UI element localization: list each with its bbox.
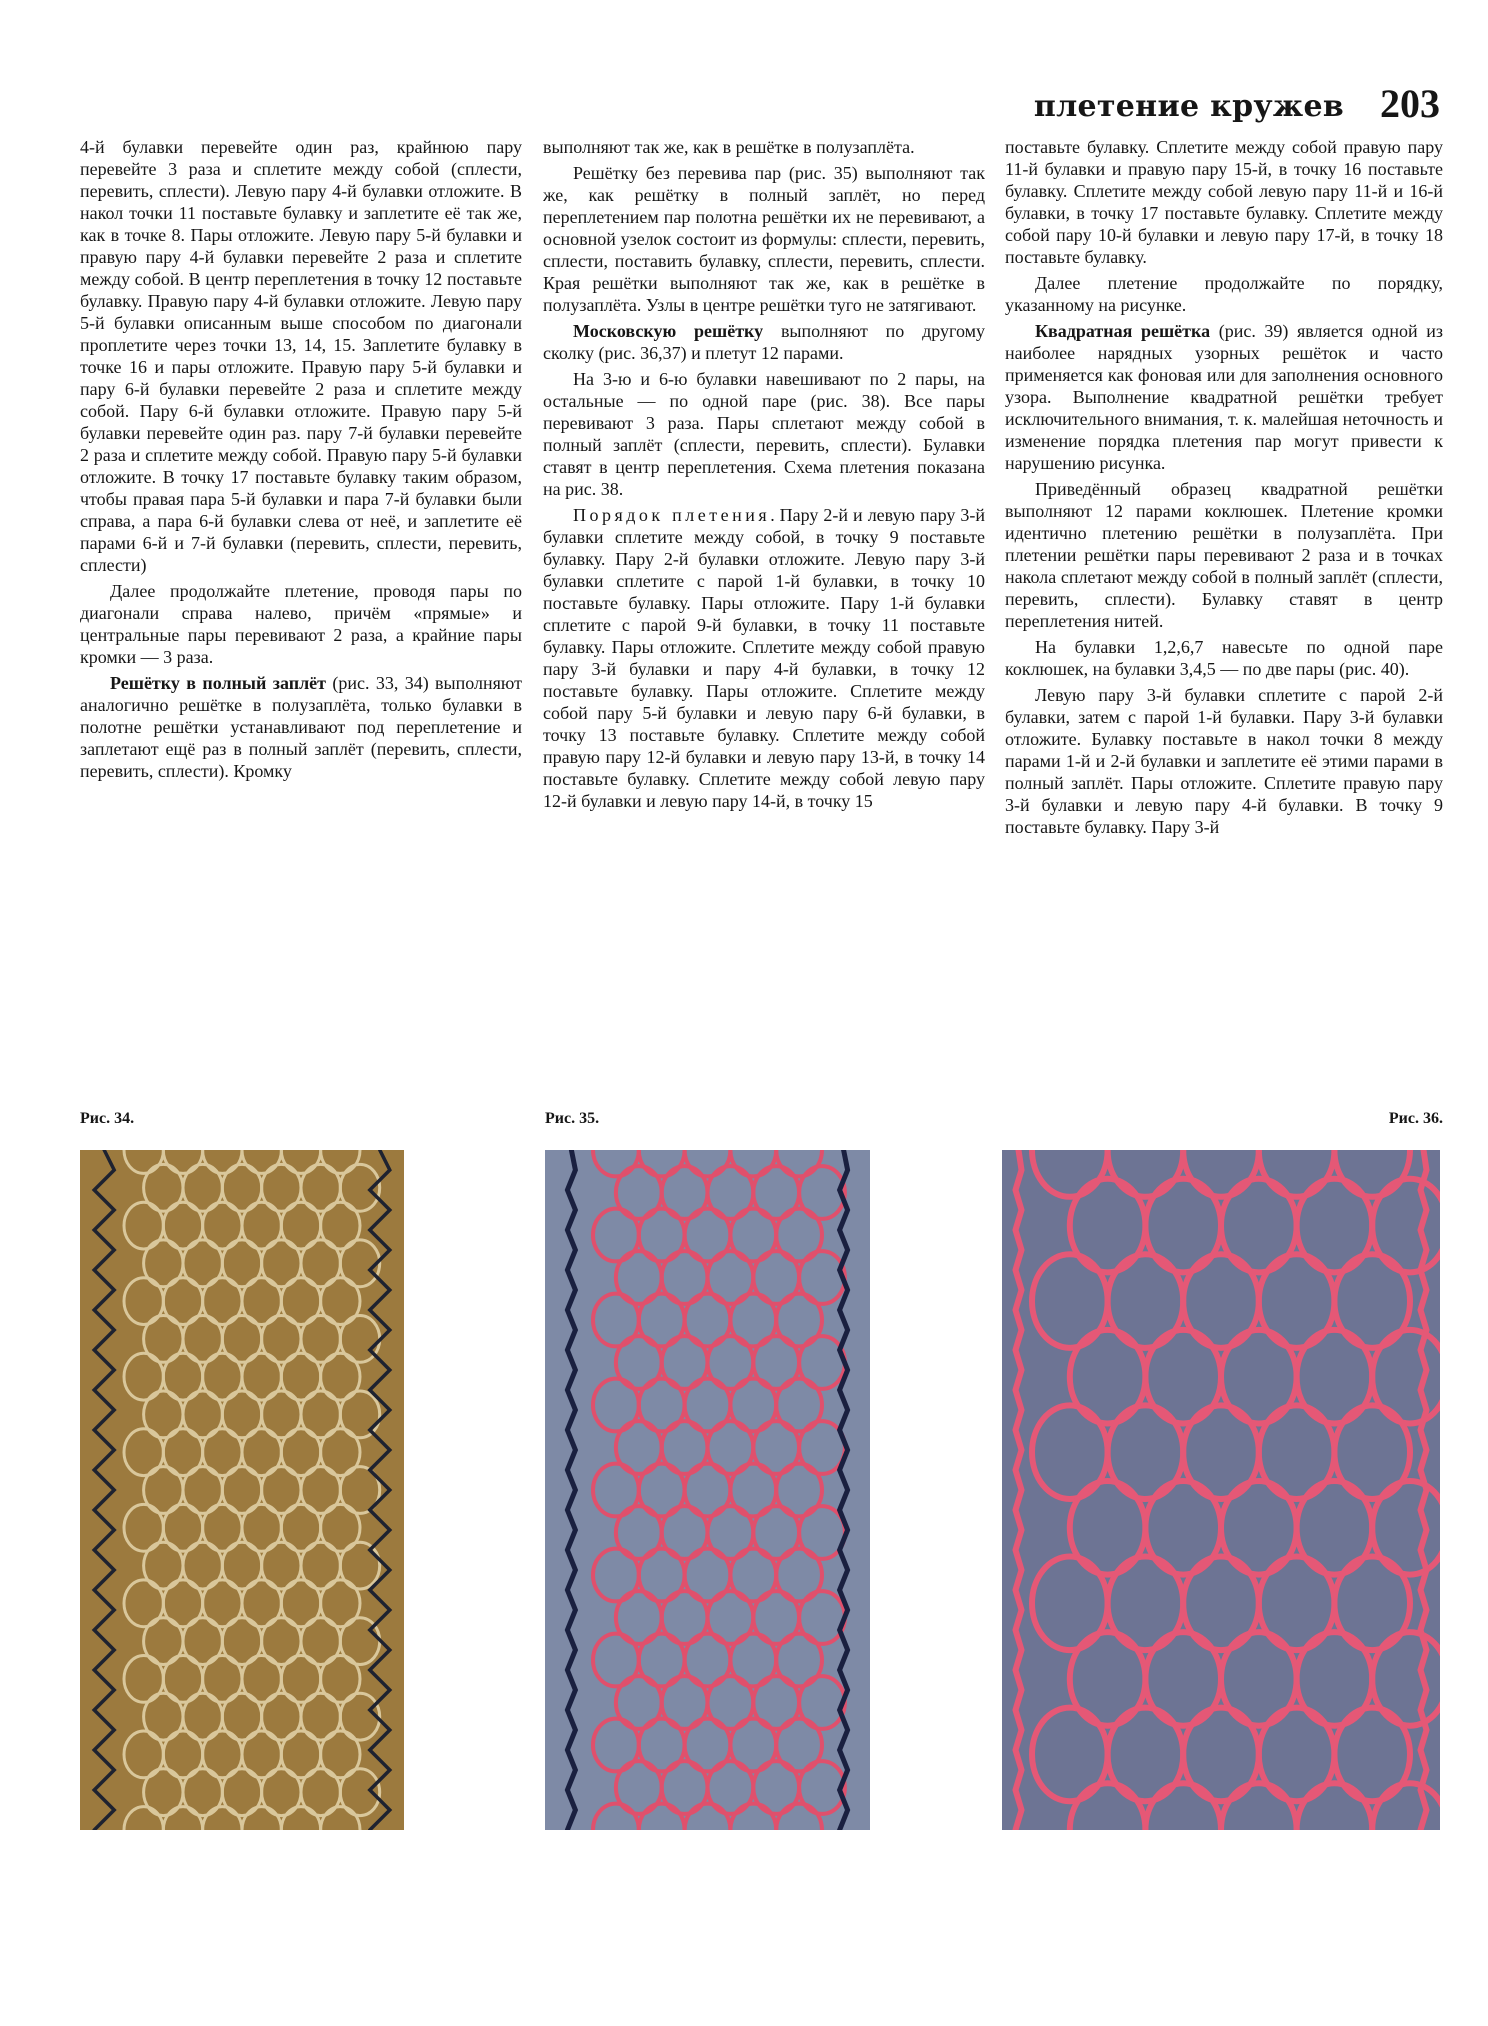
paragraph: Решётку без перевива пар (рис. 35) выполняют так же, как решётку в полный заплёт, но перед переплетением пар полотна решётки их не перевивают, а основной узелок состоит из формулы: сплести, перевить, сплести, поставить булавку, сплести, перевить, сплести. Края решётки выполняют так же, как в решётке в полузаплёта. Узлы в центре решётки туго не затягивают. <box>543 163 985 315</box>
figure-caption-36: Рис. 36. <box>1388 1110 1443 1127</box>
text-column-3 <box>1005 136 1443 1076</box>
paragraph <box>1005 320 1443 474</box>
figure-caption-34: Рис. 34. <box>80 1110 135 1127</box>
paragraph-text: (рис. 33, 34) выполняют аналогично решётке в полузаплёта, только булавки в полотне решётки устанавливают под переплетение и заплетают ещё раз в полный заплёт (перевить, сплести, перевить, сплести). Кромку <box>80 673 522 781</box>
paragraph <box>80 672 522 782</box>
paragraph-text: (рис. 39) является одной из наиболее нарядных узорных решёток и часто применяется как фоновая или для заполнения основного узора. Выполнение квадратной решётки требует исключительного внимания, т. к. малейшая неточность и изменение порядка плетения пар могут привести к нарушению рисунка. <box>1005 321 1443 473</box>
section-title: плетение кружев <box>1033 89 1344 124</box>
lace-photo-35 <box>545 1150 870 1830</box>
lace-photo-34 <box>80 1150 404 1830</box>
lace-pattern-image <box>80 1150 404 1830</box>
paragraph: Левую пару 3-й булавки сплетите с парой 2-й булавки, затем с парой 1-й булавки. Пару 3-й булавки отложите. Булавку поставьте в накол точки 8 между парами 1-й и 2-й булавки и заплетите её этими парами в полный заплёт. Пары отложите. Сплетите правую пару 3-й булавки и левую пару 4-й булавки. В точку 9 поставьте булавку. Пару 3-й <box>1005 685 1443 837</box>
term-bold: Решётку в полный заплёт <box>110 673 327 693</box>
term-bold: Квадратная решётка <box>1035 321 1211 341</box>
figure-caption-35: Рис. 35. <box>545 1110 600 1127</box>
spaced-heading: Порядок плетения <box>573 505 771 525</box>
paragraph <box>543 320 985 364</box>
running-header <box>48 74 1440 124</box>
paragraph-text: выполняют по другому сколку (рис. 36,37) и плетут 12 парами. <box>543 321 985 363</box>
paragraph: выполняют так же, как в решётке в полузаплёта. <box>543 137 915 157</box>
text-column-1 <box>80 136 522 1076</box>
text-column-2 <box>543 136 985 1076</box>
lace-photo-36 <box>1002 1150 1440 1830</box>
paragraph: На булавки 1,2,6,7 навесьте по одной паре коклюшек, на булавки 3,4,5 — по две пары (рис. 40). <box>1005 637 1443 679</box>
paragraph: Приведённый образец квадратной решётки выполняют 12 парами коклюшек. Плетение кромки идентично плетению решётки в полузаплёта. При плетении решётки пары перевивают 2 раза и в точках накола сплетают между собой в полный заплёт (сплести, перевить, сплести). Булавку ставят в центр переплетения нитей. <box>1005 479 1443 631</box>
page-number: 203 <box>1380 81 1440 126</box>
paragraph: поставьте булавку. Сплетите между собой правую пару 11-й булавки и правую пару 15-й, в точку 16 поставьте булавку. Сплетите между собой левую пару 11-й и 16-й булавки, в точку 17 поставьте булавку. Сплетите между собой пару 10-й булавки и левую пару 17-й, в точку 18 поставьте булавку. <box>1005 137 1443 267</box>
paragraph-text: . Пару 2-й и левую пару 3-й булавки сплетите между собой, в точку 9 поставьте булавку. Пару 2-й булавки отложите. Левую пару 3-й булавки сплетите с парой 1-й булавки, в точку 10 поставьте булавку. Пары отложите. Пару 1-й булавки сплетите с парой 9-й булавки, в точку 11 поставьте булавку. Пары отложите. Сплетите между собой правую пару 3-й булавки и пару 4-й булавки, в точку 12 поставьте булавку. Пары отложите. Сплетите между собой пару 5-й булавки и левую пару 6-й булавки, в точку 13 поставьте булавку. Сплетите между собой правую пару 12-й булавки и левую пару 13-й, в точку 14 поставьте булавку. Сплетите между собой левую пару 12-й булавки и левую пару 14-й, в точку 15 <box>543 505 985 811</box>
lace-pattern-image <box>545 1150 870 1830</box>
paragraph: Далее плетение продолжайте по порядку, указанному на рисунке. <box>1005 273 1443 315</box>
paragraph: Далее продолжайте плетение, проводя пары по диагонали справа налево, причём «прямые» и центральные пары перевивают 2 раза, а крайние пары кромки — 3 раза. <box>80 581 522 667</box>
paragraph: На 3-ю и 6-ю булавки навешивают по 2 пары, на остальные — по одной паре (рис. 38). Все пары перевивают 3 раза. Пары сплетают между собой в полный заплёт (сплести, перевить, сплести). Булавки ставят в центр переплетения. Схема плетения показана на рис. 38. <box>543 369 985 499</box>
paragraph: 4-й булавки перевейте один раз, крайнюю пару перевейте 3 раза и сплетите между собой (сплести, перевить, сплести). Левую пару 4-й булавки отложите. В накол точки 11 поставьте булавку и заплетите её так же, как в точке 8. Пары отложите. Левую пару 5-й булавки и правую пару 4-й булавки перевейте 2 раза и сплетите между собой. В центр переплетения в точку 12 поставьте булавку. Правую пару 4-й булавки отложите. Левую пару 5-й булавки описанным выше способом по диагонали проплетите через точки 13, 14, 15. Заплетите булавку в точке 16 и пары отложите. Правую пару 5-й булавки и пару 6-й булавки перевейте 2 раза и сплетите между собой. Пару 6-й булавки отложите. Правую пару 5-й булавки перевейте один раз. пару 7-й булавки перевейте 2 раза и сплетите между собой. Правую пару 5-й булавки отложите. В точку 17 поставьте булавку таким образом, чтобы правая пара 5-й булавки и пара 7-й булавки были справа, а пара 6-й булавки слева от неё, и заплетите её парами 6-й и 7-й булавки (перевить, сплести, перевить, сплести) <box>80 137 522 575</box>
term-bold: Московскую решётку <box>573 321 764 341</box>
lace-pattern-image <box>1002 1150 1440 1830</box>
paragraph <box>543 504 985 812</box>
